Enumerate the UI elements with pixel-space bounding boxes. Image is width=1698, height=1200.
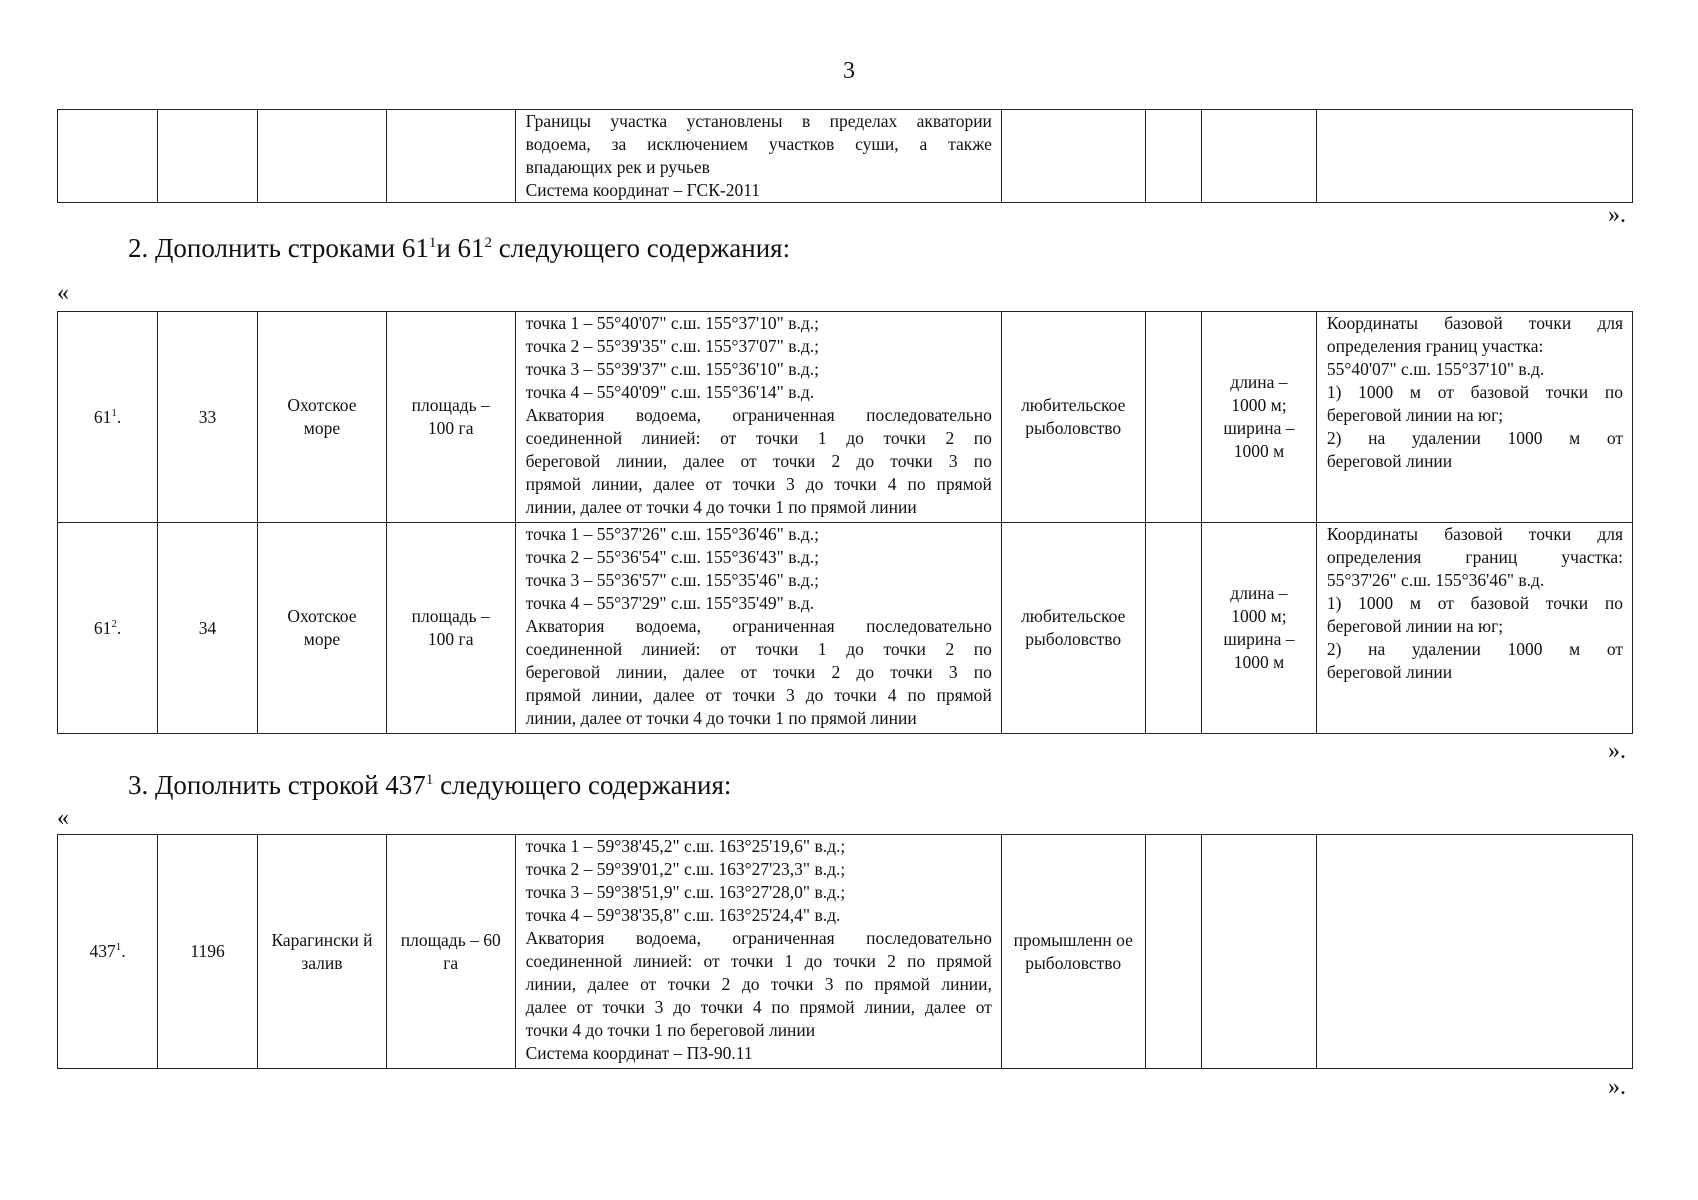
closing-quote: ». — [1608, 202, 1626, 228]
cell-description — [515, 110, 1001, 203]
description-line: береговой линии, далее от точки 2 до точки 3 по — [525, 662, 992, 682]
cell-fishing-type: промышленн ое рыболовство — [1001, 835, 1145, 1069]
cell-area — [386, 110, 515, 203]
description-line: Акватория водоема, ограниченная последовательно — [525, 928, 992, 948]
note-line: береговой линии — [1326, 451, 1453, 471]
cell-fishing-type: любительское рыболовство — [1001, 523, 1145, 734]
note-line: определения границ участка: — [1326, 547, 1623, 567]
table-row — [58, 523, 1633, 734]
description-line: прямой линии, далее от точки 3 до точки 4 по прямой — [525, 474, 992, 494]
cell-note — [1316, 312, 1632, 523]
description-line: соединенной линией: от точки 1 до точки 2 по — [525, 428, 992, 448]
description-line: Система координат – ПЗ-90.11 — [525, 1043, 753, 1063]
note-line: 2) на удалении 1000 м от — [1326, 428, 1623, 448]
cell-water-body: Охотское море — [258, 523, 387, 734]
table-row — [58, 835, 1633, 1069]
closing-quote: ». — [1608, 1074, 1626, 1100]
cell-note — [1316, 110, 1632, 203]
opening-quote: « — [57, 805, 69, 831]
description-line: линии, далее от точки 2 до точки 3 по прямой линии, — [525, 974, 992, 994]
cell-description — [515, 312, 1001, 523]
note-line: береговой линии на юг; — [1326, 616, 1504, 636]
description-line: точки 4 до точки 1 по береговой линии — [525, 1020, 816, 1040]
cell-code: 1196 — [158, 835, 258, 1069]
cell-number: $61^1$. — [58, 312, 158, 523]
cell-dimensions — [1201, 835, 1316, 1069]
description-line: точка 4 – 55°37'29" с.ш. 155°35'49" в.д. — [525, 593, 815, 613]
note-line: Координаты базовой точки для — [1326, 313, 1623, 333]
description-line: точка 1 – 59°38'45,2" с.ш. 163°25'19,6" в.д.; — [525, 836, 846, 856]
description-line: точка 2 – 55°36'54" с.ш. 155°36'43" в.д.; — [525, 547, 819, 567]
section-2-heading: 2. Дополнить строками $61^1и$ $61^2$ следующего содержания: — [128, 233, 791, 263]
section-3-heading: 3. Дополнить строкой $437^1$ следующего содержания: — [128, 770, 732, 800]
cell-dimensions — [1201, 110, 1316, 203]
note-line: Координаты базовой точки для — [1326, 524, 1623, 544]
table-row — [58, 110, 1633, 203]
description-line: соединенной линией: от точки 1 до точки 2 по — [525, 639, 992, 659]
cell-empty — [1145, 523, 1201, 734]
cell-description — [515, 835, 1001, 1069]
description-line: точка 2 – 59°39'01,2" с.ш. 163°27'23,3" в.д.; — [525, 859, 846, 879]
cell-note — [1316, 835, 1632, 1069]
table-row — [58, 312, 1633, 523]
table-continuation — [57, 109, 1633, 203]
closing-quote: ». — [1608, 738, 1626, 764]
cell-code — [158, 110, 258, 203]
description-line: точка 4 – 55°40'09" с.ш. 155°36'14" в.д. — [525, 382, 815, 402]
cell-fishing-type: любительское рыболовство — [1001, 312, 1145, 523]
description-line: линии, далее от точки 4 до точки 1 по прямой линии — [525, 708, 917, 728]
description-line: Акватория водоема, ограниченная последовательно — [525, 405, 992, 425]
description-line: точка 1 – 55°37'26" с.ш. 155°36'46" в.д.; — [525, 524, 819, 544]
cell-note — [1316, 523, 1632, 734]
description-line: Акватория водоема, ограниченная последовательно — [525, 616, 992, 636]
cell-water-body — [258, 110, 387, 203]
description-line: точка 3 – 55°36'57" с.ш. 155°35'46" в.д.; — [525, 570, 819, 590]
cell-dimensions: длина – 1000 м; ширина – 1000 м — [1201, 312, 1316, 523]
description-line: точка 1 – 55°40'07" с.ш. 155°37'10" в.д.; — [525, 313, 819, 333]
cell-dimensions: длина – 1000 м; ширина – 1000 м — [1201, 523, 1316, 734]
description-line: точка 4 – 59°38'35,8" с.ш. 163°25'24,4" в.д. — [525, 905, 841, 925]
cell-code: 34 — [158, 523, 258, 734]
note-line: 55°40'07" с.ш. 155°37'10" в.д. — [1326, 359, 1545, 379]
description-line: впадающих рек и ручьев — [525, 157, 710, 177]
cell-water-body: Карагински й залив — [258, 835, 387, 1069]
cell-area: площадь – 100 га — [386, 312, 515, 523]
description-line: далее от точки 3 до точки 4 по прямой линии, далее от — [525, 997, 992, 1017]
description-line: линии, далее от точки 4 до точки 1 по прямой линии — [525, 497, 917, 517]
cell-number: $437^1$. — [58, 835, 158, 1069]
cell-empty — [1145, 312, 1201, 523]
cell-number: $61^2$. — [58, 523, 158, 734]
table-row-437 — [57, 834, 1633, 1069]
description-line: береговой линии, далее от точки 2 до точки 3 по — [525, 451, 992, 471]
description-line: прямой линии, далее от точки 3 до точки 4 по прямой — [525, 685, 992, 705]
cell-number — [58, 110, 158, 203]
cell-empty — [1145, 110, 1201, 203]
description-line: соединенной линией: от точки 1 до точки 2 по прямой — [525, 951, 992, 971]
description-line: Границы участка установлены в пределах акватории — [525, 111, 992, 131]
note-line: береговой линии — [1326, 662, 1453, 682]
note-line: 1) 1000 м от базовой точки по — [1326, 382, 1623, 402]
opening-quote: « — [57, 280, 69, 306]
description-line: Система координат – ГСК-2011 — [525, 180, 761, 200]
description-line: точка 3 – 55°39'37" с.ш. 155°36'10" в.д.; — [525, 359, 819, 379]
note-line: определения границ участка: — [1326, 336, 1544, 356]
cell-area: площадь – 60 га — [386, 835, 515, 1069]
note-line: береговой линии на юг; — [1326, 405, 1504, 425]
cell-description — [515, 523, 1001, 734]
description-line: водоема, за исключением участков суши, а также — [525, 134, 992, 154]
cell-water-body: Охотское море — [258, 312, 387, 523]
description-line: точка 3 – 59°38'51,9" с.ш. 163°27'28,0" в.д.; — [525, 882, 846, 902]
cell-fishing-type — [1001, 110, 1145, 203]
description-line: точка 2 – 55°39'35" с.ш. 155°37'07" в.д.; — [525, 336, 819, 356]
note-line: 55°37'26" с.ш. 155°36'46" в.д. — [1326, 570, 1545, 590]
cell-empty — [1145, 835, 1201, 1069]
cell-code: 33 — [158, 312, 258, 523]
note-line: 2) на удалении 1000 м от — [1326, 639, 1623, 659]
cell-area: площадь – 100 га — [386, 523, 515, 734]
note-line: 1) 1000 м от базовой точки по — [1326, 593, 1623, 613]
table-rows-61 — [57, 311, 1633, 734]
page-number: 3 — [843, 58, 855, 84]
